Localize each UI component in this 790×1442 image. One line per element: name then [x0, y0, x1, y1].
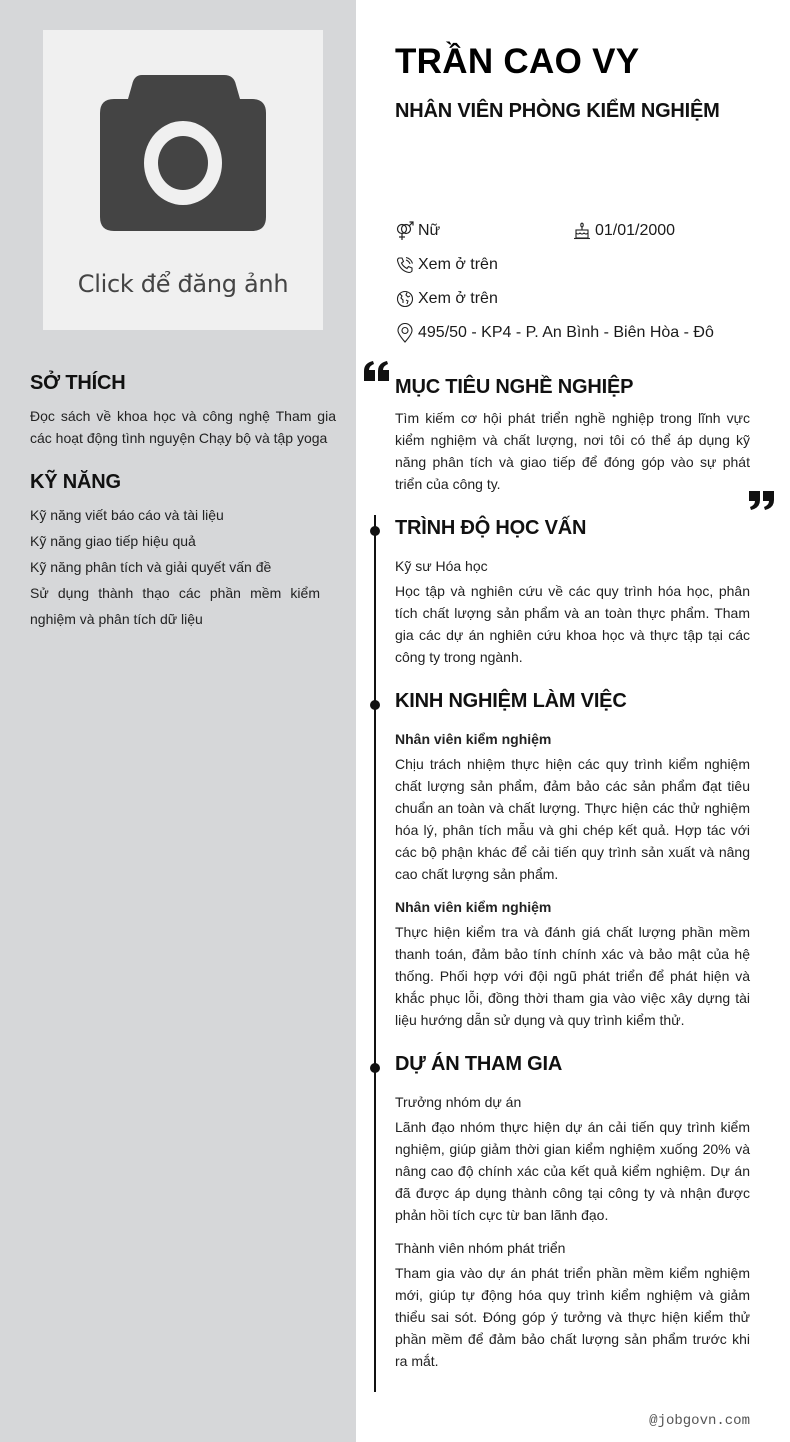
experience-position: Nhân viên kiểm nghiệm — [395, 899, 552, 915]
timeline-dot — [370, 1063, 380, 1073]
quote-close-icon — [748, 490, 776, 512]
skills-list — [30, 502, 320, 632]
photo-upload-label: Click để đăng ảnh — [77, 270, 289, 298]
birthday-info — [572, 219, 675, 243]
hobbies-text: Đọc sách về khoa học và công nghệ Tham gia các hoạt động tình nguyện Chạy bộ và tập yoga — [30, 408, 336, 446]
skill-item: Sử dụng thành thạo các phần mềm kiểm nghiệm và phân tích dữ liệu — [30, 585, 320, 627]
project-role: Trưởng nhóm dự án — [395, 1094, 522, 1110]
globe-icon — [395, 289, 415, 309]
experience-title: KINH NGHIỆM LÀM VIỆC — [395, 690, 627, 712]
watermark: @jobgovn.com — [649, 1413, 750, 1429]
website-info — [395, 287, 498, 311]
project-text: Lãnh đạo nhóm thực hiện dự án cải tiến quy trình kiểm nghiệm, giúp giảm thời gian kiểm nghiệm xuống 20% và nâng cao độ chính xác của kết quả kiểm nghiệm. Dự án đã được áp dụng thành công tại công ty và nhận được phản hồi tích cực từ ban lãnh đạo. — [395, 1119, 750, 1223]
quote-open-icon — [363, 360, 391, 382]
main-content — [356, 0, 790, 1442]
experience-text: Chịu trách nhiệm thực hiện các quy trình kiểm nghiệm chất lượng sản phẩm, đảm bảo các sản phẩm đạt tiêu chuẩn an toàn và chất lượng. Thực hiện các thử nghiệm hóa lý, phân tích mẫu và ghi chép kết quả. Hợp tác với các bộ phận khác để cải tiến quy trình sản xuất và nâng cao chất lượng sản phẩm. — [395, 756, 750, 882]
sidebar — [0, 0, 356, 1442]
project-role: Thành viên nhóm phát triển — [395, 1240, 566, 1256]
project-text: Tham gia vào dự án phát triển phần mềm kiểm nghiệm mới, giúp tự động hóa quy trình kiểm nghiệm và giảm thiểu sai sót. Đóng góp ý tưởng và thực hiện kiểm thử phần mềm để đảm bảo chất lượng sản phẩm trước khi ra mắt. — [395, 1265, 750, 1369]
address-info — [395, 321, 714, 345]
candidate-name: TRẦN CAO VY — [395, 42, 640, 81]
gender-value: Nữ — [418, 222, 441, 239]
timeline-line — [374, 515, 376, 1392]
gender-info — [395, 219, 440, 243]
photo-upload[interactable] — [43, 30, 323, 330]
experience-text: Thực hiện kiểm tra và đánh giá chất lượng phần mềm thanh toán, đảm bảo tính chính xác và bảo mật của hệ thống. Phối hợp với đội ngũ phát triển để phát hiện và khắc phục lỗi, đồng thời tham gia vào việc xây dựng tài liệu hướng dẫn sử dụng và quy trình kiểm thử. — [395, 924, 750, 1028]
job-title: NHÂN VIÊN PHÒNG KIỂM NGHIỆM — [395, 100, 720, 122]
education-text: Học tập và nghiên cứu về các quy trình hóa học, phân tích chất lượng sản phẩm và an toàn thực phẩm. Tham gia các dự án nghiên cứu khoa học và thực tập tại các công ty trong ngành. — [395, 583, 750, 665]
education-degree: Kỹ sư Hóa học — [395, 558, 488, 574]
hobbies-section — [30, 372, 336, 449]
objective-title: MỤC TIÊU NGHỀ NGHIỆP — [395, 376, 634, 398]
phone-info — [395, 253, 498, 277]
skills-section — [30, 471, 336, 632]
gender-icon — [395, 221, 415, 241]
website-value: Xem ở trên — [418, 290, 498, 307]
skill-item: Kỹ năng viết báo cáo và tài liệu — [30, 507, 224, 523]
hobbies-title: SỞ THÍCH — [30, 372, 126, 394]
education-title: TRÌNH ĐỘ HỌC VẤN — [395, 517, 587, 539]
experience-position: Nhân viên kiểm nghiệm — [395, 731, 552, 747]
skill-item: Kỹ năng giao tiếp hiệu quả — [30, 533, 196, 549]
timeline-dot — [370, 700, 380, 710]
skill-item: Kỹ năng phân tích và giải quyết vấn đề — [30, 559, 272, 575]
timeline-dot — [370, 526, 380, 536]
location-pin-icon — [395, 323, 415, 343]
camera-icon — [100, 75, 266, 231]
objective-text: Tìm kiếm cơ hội phát triển nghề nghiệp trong lĩnh vực kiểm nghiệm và chất lượng, nơi tôi có thể áp dụng kỹ năng phân tích và giao tiếp để đóng góp vào sự phát triển của công ty. — [395, 410, 750, 492]
birthday-value: 01/01/2000 — [595, 222, 676, 239]
birthday-cake-icon — [572, 221, 592, 241]
projects-title: DỰ ÁN THAM GIA — [395, 1053, 563, 1075]
skills-title: KỸ NĂNG — [30, 471, 121, 493]
address-value: 495/50 - KP4 - P. An Bình - Biên Hòa - Đô — [418, 324, 714, 341]
phone-value: Xem ở trên — [418, 256, 498, 273]
phone-icon — [395, 255, 415, 275]
